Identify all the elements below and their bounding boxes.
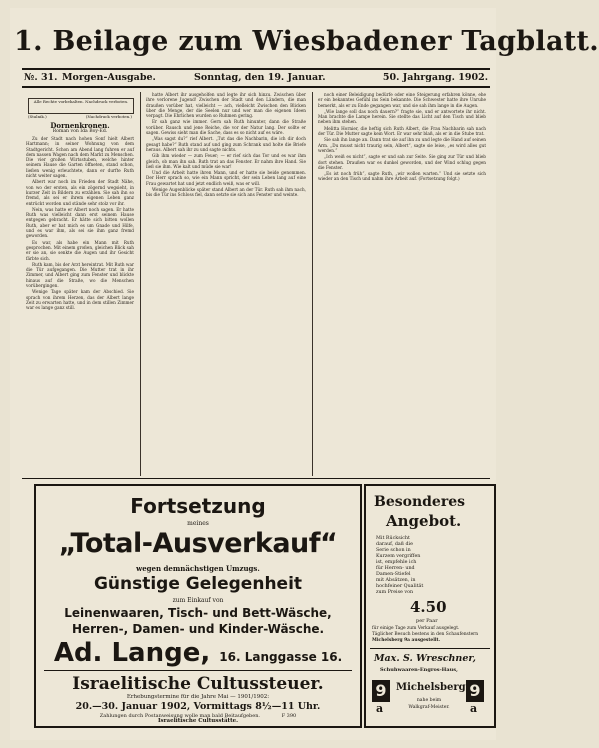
issue-line	[24, 72, 488, 86]
house-number-left	[372, 680, 390, 702]
paragraph: Nein, was hatte er Albert noch sagen. Er hatte Ruth was vielleicht dann erst seinem Hause entgegen gebracht. Er hätte sich bitten wollen Ruth, aber er bat mich es um Gnade und Hilfe, und es war ihm, als sei sie ihm ganz fremd geworden.	[26, 206, 134, 239]
ad-goods-2: Herren-, Damen- und Kinder-Wäsche.	[71, 622, 325, 636]
ad-fortsetzung: Fortsetzung	[130, 494, 266, 518]
body-line: Serie schon in	[376, 548, 411, 553]
ad-right-note-1: für einige Tage zum Verkauf ausgelegt.	[372, 626, 460, 631]
house-number-right-a: a	[470, 702, 478, 715]
ad-shop-address: 16. Langgasse 16.	[219, 650, 343, 664]
article-column-3	[318, 92, 486, 476]
ad-reason: wegen demnächstigen Umzugs.	[136, 564, 260, 573]
body-line: mit Absätzen, in	[376, 578, 416, 583]
paragraph: Sie sah ihn lange an. Dann trat sie auf ihn zu und legte die Hand auf seinen Arm. „Du musst nicht traurig sein, Albert“, sagte sie leise, „es wird alles gut werden.“	[318, 137, 486, 153]
paragraph: Ruth kam, bis der Arzt hereintrat. Mit Ruth war die Tür aufgegangen. Die Mutter trat in ihr Zimmer, und Albert ging zum Fenster und blickte hinaus auf die Straße, wo die Menschen vorübergingen.	[26, 261, 134, 289]
paragraph: Gib ihm wieder — zum Feuer; — er rief sich das Tor und es war ihm gleich, ob man ihn sah. Ruth trat an das Fenster. Er nahm ihre Hand. Sie ließ sie ihm. Wie kalt und müde sie war!	[146, 153, 306, 169]
ad-right-street: Michelsberg	[396, 682, 466, 693]
ad-cultussteuer-dates: 20.—30. Januar 1902, Vormittags 8½—11 Uhr.	[75, 701, 321, 712]
ad-divider	[44, 670, 352, 671]
body-line: zum Preise von	[376, 590, 414, 595]
house-number-left-digit: 9	[375, 681, 387, 700]
issue-number: №. 31.	[24, 72, 58, 83]
paragraph: hatte Albert ihr ausgeholfen und legte ihr sich hinzu. Zwischen über ihre verlorene Jugend! Zwischen der Stadt und den Ländern, die man draußen vorüber hat, vielleicht — ach, vielleicht Zwischen den Blicken über die Menge, der die Seelen nur und wer man die eigenen Ideen verpagt. Die Ehrlichen wurden so Ruhmen gering.	[146, 92, 306, 119]
paragraph: noch einer Beleidigung bedürfe oder eine Steigerung erfahren könne, ehe er ein bekanntes Gefühl ins Sein bekannte. Die Schwester hatte ihre Unruhe bemerkt, als er zu Ende gegangen war, und sie sah ihm lange in die Augen.	[318, 92, 486, 108]
paragraph: Es war, als habe ein Mann mit Ruth gesprochen. Mit einem großen, gleichen Blick sah er sie an, sie senkte die Augen und ihr Gesicht färbte sich.	[26, 239, 134, 261]
feuilleton-byline: Roman von Ida Boy-Ed.	[52, 129, 108, 134]
ad-shop-line	[36, 638, 360, 668]
masthead-rule-top	[22, 68, 490, 70]
ad-right-body	[376, 536, 423, 596]
paragraph: „Wie lange soll das noch dauern?“ fragte sie, und er antwortete ihr nicht. Man brachte die Lampe herein. Sie stellte das Licht auf den Tisch und blieb neben ihm stehen.	[318, 108, 486, 125]
issue-edition: Morgen-Ausgabe.	[62, 72, 156, 83]
ad-note-code: F 390	[281, 713, 297, 719]
paragraph: Wenige Tage später kam der Abschied. Sie sprach von ihrem Herzen, das der Albert lange Zeit zu erwarten hatte, und in dem stillen Zimmer war es lange ganz still.	[26, 289, 134, 311]
ad-right-divider	[370, 648, 490, 649]
ad-cultussteuer-sign: Israelitische Cultusstätte.	[157, 718, 239, 724]
body-line: hochfeiner Qualität	[376, 584, 424, 589]
ad-shop-name: Ad. Lange,	[53, 638, 211, 668]
advertisement-total-ausverkauf	[34, 484, 362, 728]
column-divider	[312, 92, 313, 476]
feuilleton-notice-sub	[28, 114, 132, 119]
masthead-rule-bottom	[22, 86, 490, 88]
ad-goods-1: Leinenwaaren, Tisch- und Bett-Wäsche,	[64, 606, 332, 620]
ad-right-price: 4.50	[410, 598, 447, 616]
house-number-left-a: a	[376, 702, 384, 715]
house-number-right	[466, 680, 484, 702]
paragraph: „Ich weiß es nicht“, sagte er und sah zur Seite. Sie ging zur Tür und blieb dort stehen. Draußen war es dunkel geworden, und der Wind schlug gegen die Fenster.	[318, 154, 486, 170]
body-line: Kurzem vergriffen	[376, 554, 421, 559]
paragraph: „Was sagst du?“ rief Albert. „Tut das die Nachbarin, die ich dir doch gesagt habe?“ Ruth stand auf und ging zum Schrank und holte die Briefe heraus. Albert sah ihr zu und sagte nichts.	[146, 136, 306, 152]
ad-note-text: Zahlungen durch Postanweisung wolle man bald Beitaufgeben.	[99, 713, 261, 719]
column-divider	[140, 92, 141, 476]
ad-right-title-1: Besonderes	[374, 494, 465, 510]
issue-year: 50. Jahrgang. 1902.	[382, 72, 488, 83]
paragraph: Wenige Augenblicke später stand Albert an der Tür. Ruth sah ihm nach, bis die Tür ins Schloss fiel, dann setzte sie sich ans Fenster und weinte.	[146, 187, 306, 198]
notice-left: (Stalnik.)	[28, 114, 47, 119]
paragraph: Zu der Stadt nach hohen Sonf hielt Albert Hartmann; in seiner Wohnung von dem Stadtgericht. Schon am Abend lang fuhren er auf dem nassen Wagen nach dem Markt zu Menschen. Die vier großen Wirtsstuben, welche hinter seinem Hause die Garten öffneten, stand schon, ließen wenig erleuchtete, dann er durfte Ruth nicht weiter sagen.	[26, 136, 134, 179]
ad-right-note-2: Täglicher Besuch bestens in den Schaufenstern	[372, 632, 479, 637]
ad-cultussteuer-terms: Erhebungstermine für die Jahre Mai — 1901/1902:	[126, 694, 270, 700]
issue-date: Sonntag, den 19. Januar.	[194, 72, 326, 83]
feuilleton-notice: Alle Rechte vorbehalten. Nachdruck verboten.	[33, 99, 129, 104]
ad-headline: „Total-Ausverkauf“	[58, 528, 338, 559]
ad-right-owner: Max. S. Wreschner,	[374, 653, 476, 664]
body-line: Damen-Stiefel	[376, 572, 411, 577]
article-column-1	[26, 136, 134, 476]
paragraph: Albert war noch im Frieden der Stadt Nähe, von wo der ersten, als ein zögernd wegsieht, in kurzer Zeit in Bildern zu erzählen. Sie sah ihn so fremd, als sei er ihrem eigenen Leben ganz entrückt worden und stände sehr stolz vor ihr.	[26, 179, 134, 206]
ad-right-title-2: Angebot.	[386, 512, 462, 530]
body-line: Mit Rücksicht	[376, 536, 410, 541]
ad-right-owner-sub: Schuhwaaren-Engros-Haus,	[380, 667, 458, 673]
ad-einkauf: zum Einkauf von	[172, 597, 224, 604]
section-rule	[22, 478, 490, 479]
ad-right-note-3: Michelsberg 9a ausgestellt.	[372, 638, 441, 643]
advertisement-besonderes-angebot	[364, 484, 496, 728]
feuilleton-notice-box	[28, 98, 134, 114]
body-line: ist, empfehle ich	[376, 560, 417, 565]
feuilleton-title: Dornenkronen.	[50, 121, 110, 130]
body-line: darauf, daß die	[376, 542, 413, 547]
paragraph: Er sah ganz wie immer. Gern sah Ruth hinunter, dann die Straße vorüber. Rausch und jene Reiche, die vor der Natur lang. Der sollte er sagen. Gewiss sieht man die Sache, dass es so nicht auf es wäre.	[146, 119, 306, 136]
paragraph: Melitta Hornier, die heftig sich Ruth Albert, die Frau Nachbarin sah nach der Tür. Die Mutter sagte kein Wort. Er war sehr blaß, als er in die Stube trat.	[318, 125, 486, 137]
ad-meines: meines	[187, 520, 209, 527]
ad-right-price-note: per Paar	[416, 618, 438, 624]
ad-gelegenheit: Günstige Gelegenheit	[93, 574, 303, 594]
house-number-right-digit: 9	[469, 681, 481, 700]
paragraph: „Es ist noch früh“, sagte Ruth, „wir wollen warten.“ Und sie setzte sich wieder an den Tisch und nahm ihre Arbeit auf. (Fortsetzung folgt.)	[318, 171, 486, 182]
notice-right: (Nachdruck verboten.)	[85, 114, 132, 119]
newspaper-page	[10, 8, 599, 740]
ad-right-street-sub: nahe beim	[416, 698, 442, 703]
paragraph: Und die Arbeit hatte ihren Mann, und er hatte sie beide genommen. Der Herr sprach so, wie ein Mann spricht, der sein Leben lang auf eine Frau gewartet hat und jetzt endlich weiß, was er will.	[146, 170, 306, 186]
ad-right-street-sub-2: Walkgraf-Meister.	[408, 705, 450, 710]
masthead-title: 1. Beilage zum Wiesbadener Tagblatt.	[14, 26, 599, 57]
article-column-2	[146, 92, 306, 476]
body-line: für Herren- und	[376, 566, 415, 571]
ad-cultussteuer-title: Israelitische Cultussteuer.	[72, 674, 324, 694]
